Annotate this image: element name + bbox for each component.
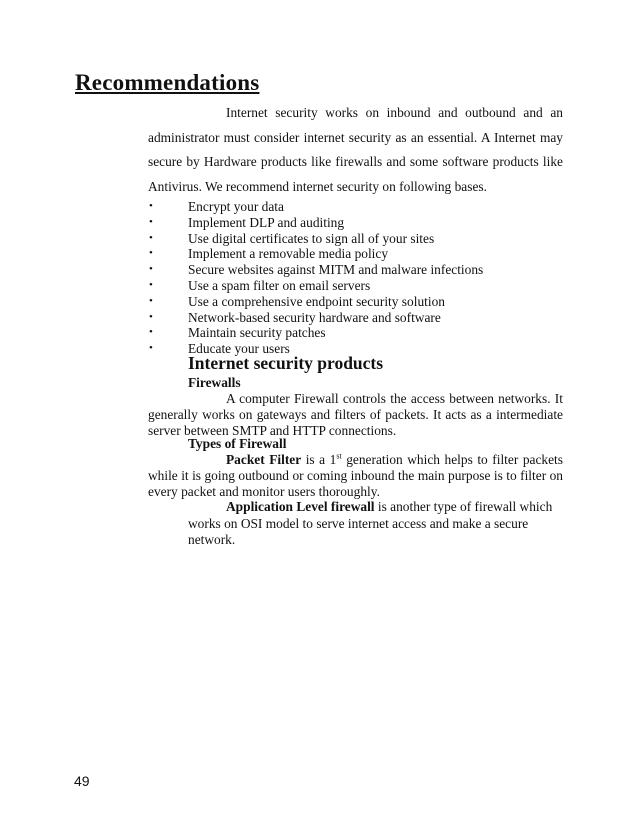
page-number: 49 xyxy=(74,773,90,789)
list-item xyxy=(148,325,563,341)
list-item-text: Network-based security hardware and software xyxy=(188,309,441,325)
section-heading: Recommendations xyxy=(75,70,260,95)
bullet-icon: • xyxy=(149,200,153,212)
list-item xyxy=(148,262,563,278)
list-item xyxy=(148,215,563,231)
recommendation-list xyxy=(148,199,563,357)
list-item-text: Implement DLP and auditing xyxy=(188,214,345,230)
bullet-icon: • xyxy=(149,263,153,276)
bullet-icon: • xyxy=(149,342,153,355)
list-item-text: Maintain security patches xyxy=(188,325,326,341)
bullet-icon: • xyxy=(149,310,153,323)
firewalls-text: A computer Firewall controls the access between networks. It generally works on gateways and filters of packets. It acts as a intermediate server between SMTP and HTTP connections. xyxy=(148,391,563,438)
bullet-icon: • xyxy=(149,231,153,244)
list-item-text: Use a comprehensive endpoint security solution xyxy=(188,293,445,309)
list-item-text: Encrypt your data xyxy=(188,199,284,214)
application-firewall-paragraph xyxy=(188,499,563,549)
firewalls-paragraph xyxy=(148,391,563,439)
bullet-icon: • xyxy=(149,215,153,228)
firewalls-heading: Firewalls xyxy=(188,375,241,390)
packet-filter-text-a: is a 1 xyxy=(301,452,337,467)
packet-filter-term: Packet Filter xyxy=(226,452,302,467)
application-firewall-term: Application Level firewall xyxy=(226,499,375,514)
application-firewall-text: is another type of firewall which works on OSI model to serve internet access and make a secure network. xyxy=(188,499,553,547)
products-heading: Internet security products xyxy=(188,353,384,373)
types-heading: Types of Firewall xyxy=(188,436,287,451)
ordinal-suffix: st xyxy=(336,451,342,461)
intro-text: Internet security works on inbound and outbound and an administrator must consider internet security as an essential. A Internet may secure by Hardware products like firewalls and some software products like Antivirus. We recommend internet security on following bases. xyxy=(148,105,563,194)
bullet-icon: • xyxy=(149,247,153,260)
list-item xyxy=(148,294,563,310)
packet-filter-text-b: generation which helps to filter packets while it is going outbound or coming inbound the main purpose is to filter on every packet and monitor users thoroughly. xyxy=(148,452,563,499)
list-item xyxy=(148,278,563,294)
bullet-icon: • xyxy=(149,326,153,339)
list-item xyxy=(148,231,563,247)
list-item xyxy=(148,246,563,262)
intro-paragraph xyxy=(148,101,563,199)
list-item xyxy=(148,199,563,215)
packet-filter-paragraph xyxy=(148,452,563,500)
list-item-text: Secure websites against MITM and malware infections xyxy=(188,262,484,278)
list-item-text: Implement a removable media policy xyxy=(188,246,389,262)
list-item xyxy=(148,310,563,326)
list-item-text: Educate your users xyxy=(188,341,290,357)
list-item-text: Use a spam filter on email servers xyxy=(188,277,371,293)
bullet-icon: • xyxy=(149,278,153,291)
bullet-icon: • xyxy=(149,294,153,307)
list-item-text: Use digital certificates to sign all of your sites xyxy=(188,230,435,246)
